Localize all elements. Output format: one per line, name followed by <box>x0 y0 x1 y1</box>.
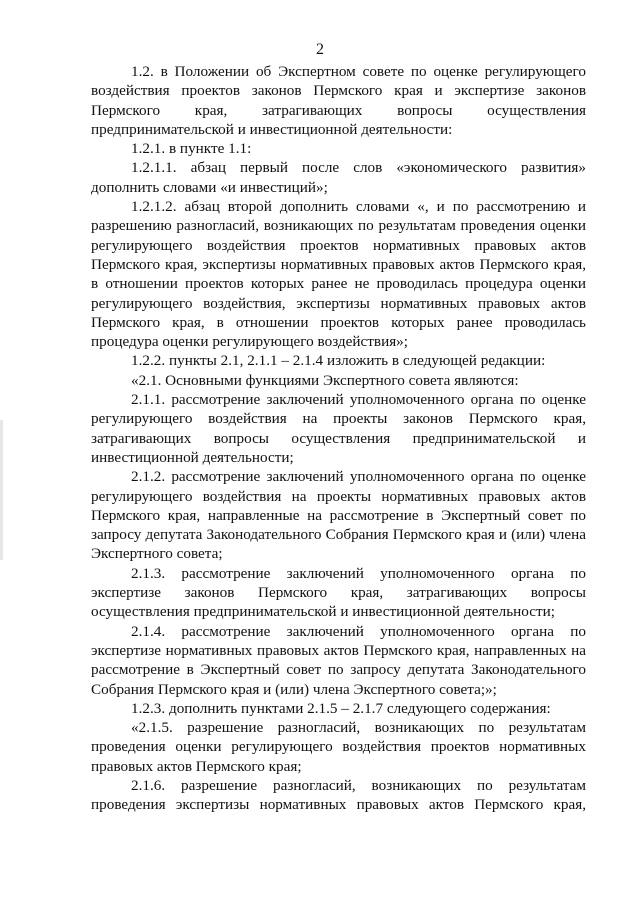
paragraph-1-2-1: 1.2.1. в пункте 1.1: <box>131 140 252 158</box>
paragraph-2-1: «2.1. Основными функциями Экспертного совета являются: <box>131 371 519 389</box>
scan-edge-shadow <box>0 420 3 560</box>
paragraph-2-1-3: 2.1.3. рассмотрение заключений уполномоченного органа по экспертизе законов Пермского края, затрагивающих вопросы осуществления предпринимательской и инвестиционной деятельности; <box>91 564 586 621</box>
paragraph-1-2-3: 1.2.3. дополнить пунктами 2.1.5 – 2.1.7 следующего содержания: <box>131 699 551 717</box>
paragraph-2-1-4: 2.1.4. рассмотрение заключений уполномоченного органа по экспертизе нормативных правовых актов Пермского края, направленных на рассмотрение в Экспертный совет по запросу депутата Законодательного Собрания Пермского края и (или) члена Экспертного совета;»; <box>91 622 586 698</box>
document-body <box>91 62 586 815</box>
paragraph-2-1-5: «2.1.5. разрешение разногласий, возникающих по результатам проведения оценки регулирующего воздействия проектов нормативных правовых актов Пермского края; <box>91 719 586 775</box>
paragraph-2-1-2: 2.1.2. рассмотрение заключений уполномоченного органа по оценке регулирующего воздействия на проекты нормативных правовых актов Пермского края, направленные на рассмотрение в Экспертный совет по запросу депутата Законодательного Собрания Пермского края и (или) члена Экспертного совета; <box>91 468 586 563</box>
paragraph-2-1-1: 2.1.1. рассмотрение заключений уполномоченного органа по оценке регулирующего воздействия на проекты законов Пермского края, затрагивающих вопросы осуществления предпринимательской и инвестиционной деятельности; <box>91 391 586 466</box>
paragraph-2-1-6: 2.1.6. разрешение разногласий, возникающих по результатам проведения экспертизы нормативных правовых актов Пермского края, <box>91 776 586 814</box>
page-number: 2 <box>316 41 324 58</box>
paragraph-1-2-1-1: 1.2.1.1. абзац первый после слов «экономического развития» дополнить словами «и инвестиций»; <box>91 159 586 196</box>
paragraph-1-2-2: 1.2.2. пункты 2.1, 2.1.1 – 2.1.4 изложить в следующей редакции: <box>131 352 546 370</box>
paragraph-1-2-1-2: 1.2.1.2. абзац второй дополнить словами «, и по рассмотрению и разрешению разногласий, возникающих по результатам проведения оценки регулирующего воздействия проектов нормативных правовых актов Пермского края, экспертизы нормативных правовых актов Пермского края, в отношении проектов которых ранее не проводилась процедура оценки регулирующего воздействия, экспертизы нормативных правовых актов Пермского края, в отношении проектов которых ранее проводилась процедура оценки регулирующего воздействия»; <box>91 198 586 351</box>
paragraph-1-2: 1.2. в Положении об Экспертном совете по оценке регулирующего воздействия проектов законов Пермского края и экспертизе законов Пермского края, затрагивающих вопросы осуществления предпринимательской и инвестиционной деятельности: <box>91 63 586 138</box>
